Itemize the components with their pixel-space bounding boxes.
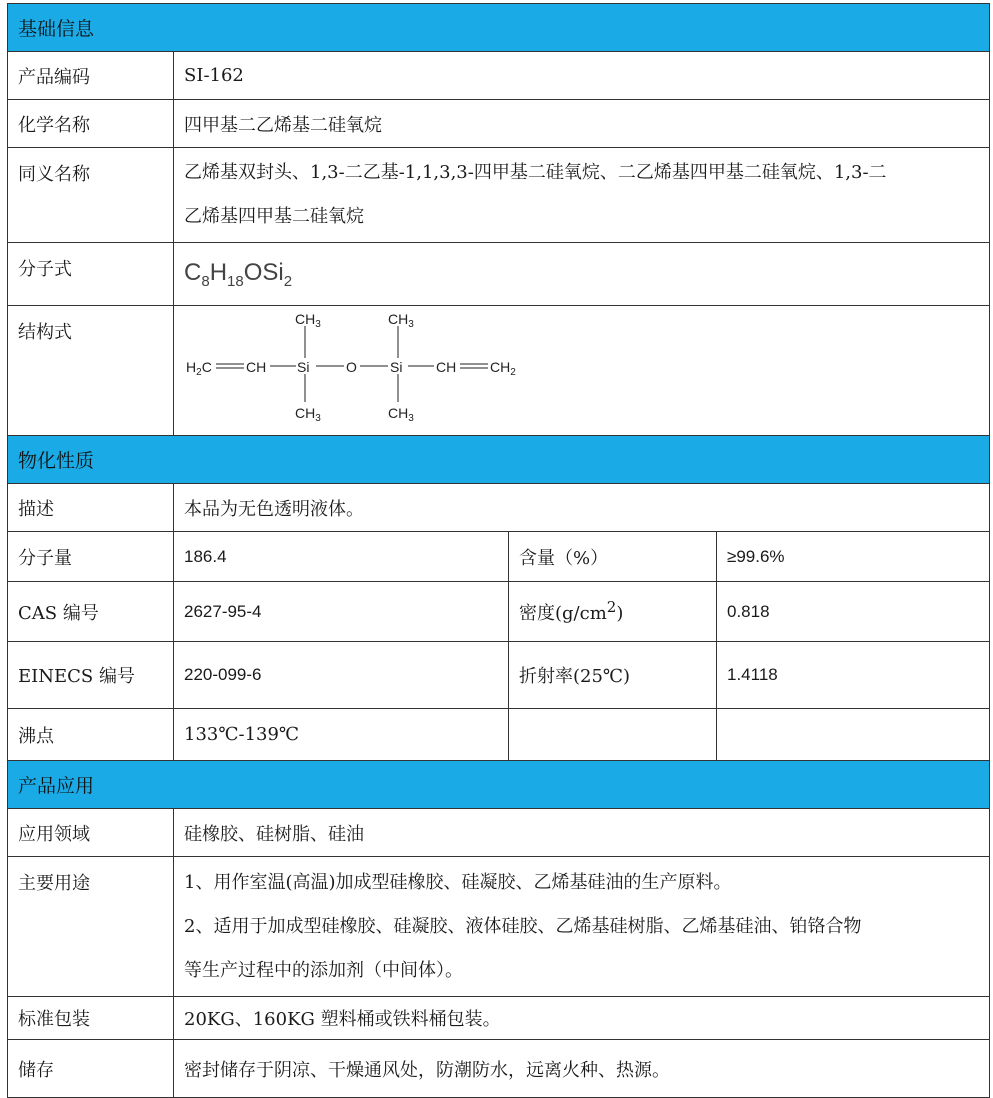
use-item-1: 1、用作室温(高温)加成型硅橡胶、硅凝胶、乙烯基硅油的生产原料。 xyxy=(184,871,732,893)
row-structure xyxy=(8,306,990,436)
refractive-label: 折射率(25℃) xyxy=(509,642,717,709)
row-einecs xyxy=(8,642,990,709)
row-description xyxy=(8,484,990,532)
si-left: Si xyxy=(297,359,310,375)
desc-value: 本品为无色透明液体。 xyxy=(174,484,990,532)
oxygen: O xyxy=(346,359,357,375)
use-label: 主要用途 xyxy=(8,857,174,997)
synonyms-value xyxy=(174,148,990,243)
content-label: 含量（%） xyxy=(509,532,717,582)
bp-value: 133℃-139℃ xyxy=(174,709,509,761)
right-vinyl: CH xyxy=(436,359,457,375)
row-chem-name xyxy=(8,100,990,148)
structure-diagram xyxy=(174,306,574,430)
use-value xyxy=(174,857,990,997)
einecs-label: EINECS 编号 xyxy=(8,642,174,709)
ch3-top-left: $CH_3$ xyxy=(295,311,321,330)
ch3-top-right: $CH_3$ xyxy=(388,311,414,330)
row-boiling-point xyxy=(8,709,990,761)
product-code-value: SI-162 xyxy=(174,52,990,100)
synonyms-label: 同义名称 xyxy=(8,148,174,243)
section-physchem-header xyxy=(8,436,990,484)
field-label: 应用领域 xyxy=(8,809,174,857)
product-code-label: 产品编码 xyxy=(8,52,174,100)
desc-label: 描述 xyxy=(8,484,174,532)
structure-label: 结构式 xyxy=(8,306,174,436)
row-product-code xyxy=(8,52,990,100)
chem-name-label: 化学名称 xyxy=(8,100,174,148)
svg-text:CH: CH xyxy=(246,359,267,375)
section-title: 物化性质 xyxy=(8,436,990,484)
formula-label: 分子式 xyxy=(8,243,174,306)
row-storage xyxy=(8,1040,990,1098)
product-spec-table xyxy=(7,3,990,1098)
row-main-use xyxy=(8,857,990,997)
section-basic-header xyxy=(8,4,990,52)
row-molecular-weight xyxy=(8,532,990,582)
density-value: 0.818 xyxy=(717,582,990,642)
bp-label: 沸点 xyxy=(8,709,174,761)
cas-value: 2627-95-4 xyxy=(174,582,509,642)
storage-value: 密封储存于阴凉、干燥通风处，防潮防水，远离火种、热源。 xyxy=(174,1040,990,1098)
mw-value: 186.4 xyxy=(174,532,509,582)
section-application-header xyxy=(8,761,990,809)
row-field xyxy=(8,809,990,857)
synonyms-line2: 乙烯基四甲基二硅氧烷 xyxy=(184,206,364,227)
row-packaging xyxy=(8,997,990,1040)
chem-name-value: 四甲基二乙烯基二硅氧烷 xyxy=(174,100,990,148)
synonyms-line1: 乙烯基双封头、1,3-二乙基-1,1,3,3-四甲基二硅氧烷、二乙烯基四甲基二硅氧烷、1,3-二 xyxy=(184,162,887,183)
row-synonyms xyxy=(8,148,990,243)
content-value: ≥99.6% xyxy=(717,532,990,582)
section-title: 基础信息 xyxy=(8,4,990,52)
empty-cell xyxy=(509,709,717,761)
use-item-2-line2: 等生产过程中的添加剂（中间体）。 xyxy=(184,959,463,981)
molecular-formula: $C_8H_{18}OSi_2$ xyxy=(174,243,990,306)
left-vinyl: $H_2C$ xyxy=(186,359,212,378)
refractive-value: 1.4118 xyxy=(717,642,990,709)
row-formula xyxy=(8,243,990,306)
einecs-value: 220-099-6 xyxy=(174,642,509,709)
ch3-bottom-left: $CH_3$ xyxy=(295,405,321,424)
section-title: 产品应用 xyxy=(8,761,990,809)
pack-value: 20KG、160KG 塑料桶或铁料桶包装。 xyxy=(174,997,990,1040)
storage-label: 储存 xyxy=(8,1040,174,1098)
empty-cell xyxy=(717,709,990,761)
field-value: 硅橡胶、硅树脂、硅油 xyxy=(174,809,990,857)
cas-label: CAS 编号 xyxy=(8,582,174,642)
pack-label: 标准包装 xyxy=(8,997,174,1040)
row-cas xyxy=(8,582,990,642)
svg-text:CH2: $CH_2$ xyxy=(490,359,516,378)
si-right: Si xyxy=(390,359,403,375)
structure-cell xyxy=(174,306,990,436)
mw-label: 分子量 xyxy=(8,532,174,582)
use-item-2-line1: 2、适用于加成型硅橡胶、硅凝胶、液体硅胶、乙烯基硅树脂、乙烯基硅油、铂铬合物 xyxy=(184,915,862,937)
density-label: 密度$(g/cm^2)$ xyxy=(509,582,717,642)
ch3-bottom-right: $CH_3$ xyxy=(388,405,414,424)
